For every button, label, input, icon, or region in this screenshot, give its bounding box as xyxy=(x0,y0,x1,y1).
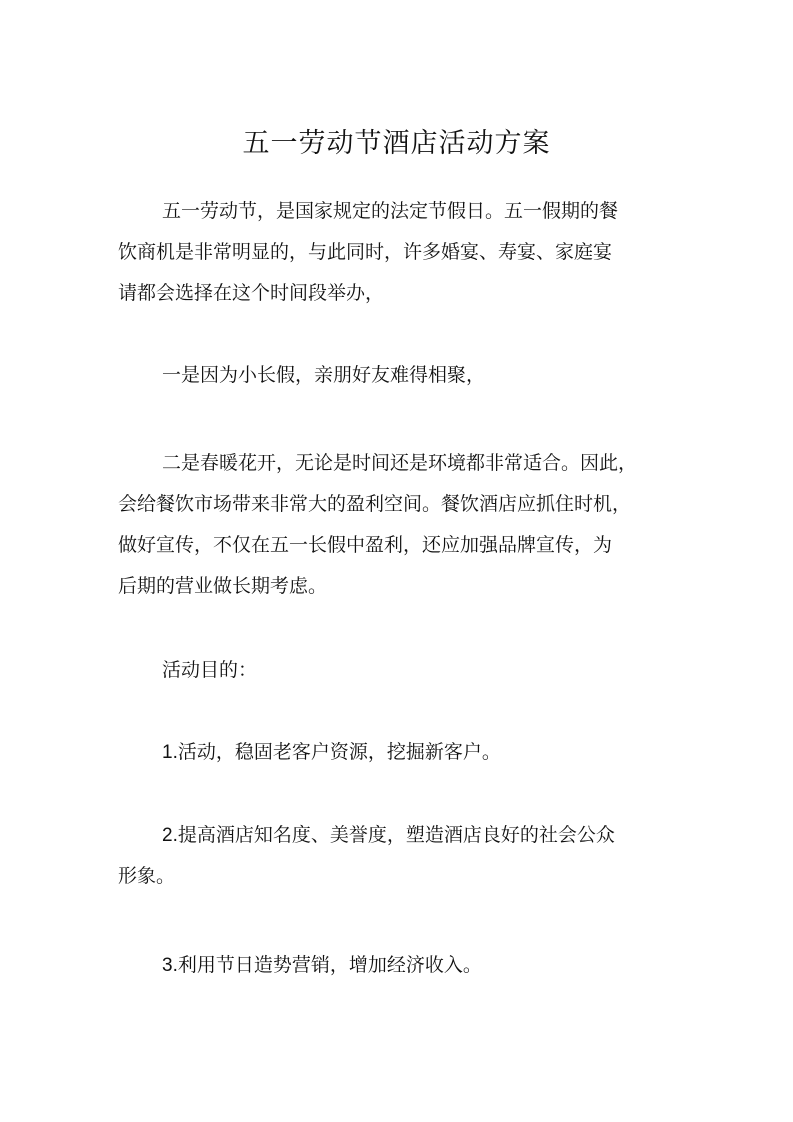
goal-text: 活动，稳固老客户资源，挖掘新客户。 xyxy=(177,741,501,763)
paragraph-line: 做好宣传，不仅在五一长假中盈利，还应加强品牌宣传，为 xyxy=(118,534,613,556)
goal-text: 提高酒店知名度、美誉度，塑造酒店良好的社会公众 xyxy=(177,824,615,846)
paragraph-line: 一是因为小长假，亲朋好友难得相聚， xyxy=(162,364,486,386)
section-heading: 活动目的： xyxy=(162,659,258,681)
paragraph-line: 五一劳动节，是国家规定的法定节假日。五一假期的餐 xyxy=(162,200,619,222)
goal-item-3 xyxy=(118,945,684,986)
paragraph-line: 会给餐饮市场带来非常大的盈利空间。餐饮酒店应抓住时机， xyxy=(118,493,632,515)
goal-line: 形象。 xyxy=(118,865,176,887)
goal-item-1 xyxy=(118,732,684,773)
goal-line xyxy=(118,815,684,856)
goal-number: 3. xyxy=(162,955,178,976)
paragraph-line: 饮商机是非常明显的，与此同时，许多婚宴、寿宴、家庭宴 xyxy=(118,241,613,263)
goal-item-2 xyxy=(118,815,684,897)
paragraph-line: 后期的营业做长期考虑。 xyxy=(118,575,328,597)
paragraph-intro xyxy=(118,191,684,314)
paragraph-reason-one xyxy=(118,355,684,396)
document-title: 五一劳动节酒店活动方案 xyxy=(242,128,551,159)
goal-line xyxy=(118,732,684,773)
goal-number: 1. xyxy=(162,742,178,763)
paragraph-line: 请都会选择在这个时间段举办， xyxy=(118,282,385,304)
paragraph-line: 二是春暖花开，无论是时间还是环境都非常适合。因此， xyxy=(162,452,638,474)
goal-line xyxy=(118,945,684,986)
goal-text: 利用节日造势营销，增加经济收入。 xyxy=(177,954,482,976)
goal-number: 2. xyxy=(162,825,178,846)
section-heading-goals xyxy=(118,650,684,691)
paragraph-reason-two xyxy=(118,443,684,607)
